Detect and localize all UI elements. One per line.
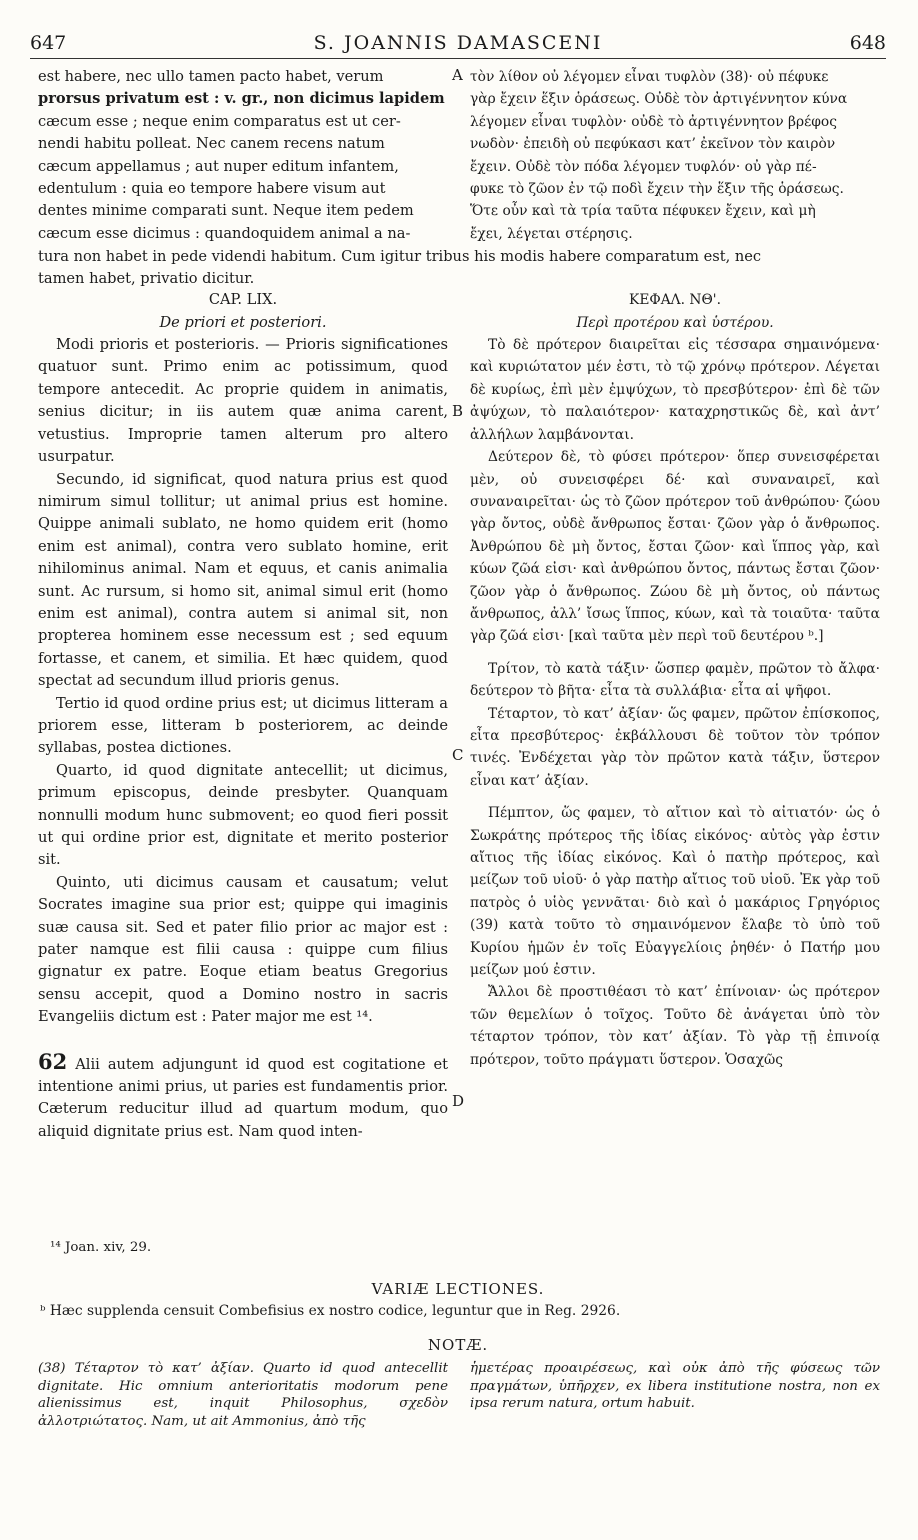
spanning-line-2: tamen habet, privatio dicitur. (38, 270, 255, 287)
latin-line: edentulum : quia eo tempore habere visum aut (38, 180, 386, 198)
latin-paragraph-62-text: Alii autem adjungunt id quod est cogitatione et intentione animi prius, ut paries est fundamentis prior. Cæterum reducitur illud ad quartum modum, quo aliquid dignitate prius est. Nam quod inten- (38, 1055, 448, 1140)
greek-chapter-title: ΚΕΦΑΛ. ΝΘ'. (629, 292, 721, 309)
variae-text: ᵇ Hæc supplenda censuit Combefisius ex nostro codice, leguntur que in Reg. 2926. (40, 1303, 621, 1319)
greek-line: λέγομεν εἶναι τυφλὸν· οὐδὲ τὸ ἀρτιγέννητον βρέφος (470, 113, 837, 130)
margin-letter-c: C (452, 746, 464, 764)
greek-line: φυκε τὸ ζῶον ἐν τῷ ποδὶ ἔχειν τὴν ἕξιν τῆς ὁράσεως. (470, 181, 844, 198)
greek-paragraph-2: Δεύτερον δὲ, τὸ φύσει πρότερον· ὅπερ συνεισφέρεται μὲν, οὐ συνεισφέρει δέ· καὶ συναναιρεῖ, καὶ συναναιρεῖται· ὡς τὸ ζῶον πρότερον τοῦ ἀνθρώπου· ζώου γὰρ ὄντος, οὐδὲ ἄνθρωπος ἔσται· ζῶον γὰρ ὁ ἄνθρωπος. Ἀνθρώπου δὲ μὴ ὄντος, ἔσται ζῶον· καὶ ἵππος γὰρ, καὶ κύων ζῶά εἰσι· καὶ ἀνθρώπου ὄντος, πάντως ἔσται ζῶον· ζῶον γὰρ ὁ ἄνθρωπος. Ζώου δὲ μὴ ὄντος, οὐ πάντως ἄνθρωπος, ἀλλ’ ἴσως ἵππος, κύων, καὶ τὰ τοιαῦτα· ταῦτα γὰρ ζῶά εἰσι· [καὶ ταῦτα μὲν περὶ τοῦ δευτέρου ᵇ.] (470, 449, 880, 645)
latin-paragraph-quinto: Quinto, uti dicimus causam et causatum; velut Socrates imagine sua prior est; quippe qui imaginis suæ causa sit. Sed et pater filio prior ac major est : pater namque est filii causa : quippe cum filius gignatur ex patre. Eoque etiam beatus Gregorius sensu accepit, quod a Domino nostro in sacris Evangeliis dictum est : Pater major me est ¹⁴. (38, 873, 448, 1026)
greek-line: ἔχειν. Οὐδὲ τὸν πόδα λέγομεν τυφλόν· οὐ γὰρ πέ- (470, 158, 817, 175)
greek-paragraph-5: Πέμπτον, ὥς φαμεν, τὸ αἴτιον καὶ τὸ αἰτιατόν· ὡς ὁ Σωκράτης πρότερος τῆς ἰδίας εἰκόνος· αὐτὸς γὰρ ἐστιν αἴτιος τῆς ἰδίας εἰκόνος. Καὶ ὁ πατὴρ πρότερος, καὶ μείζων τοῦ υἱοῦ· ὁ γὰρ πατὴρ αἴτιος τοῦ υἱοῦ. Ἐκ γὰρ τοῦ πατρὸς ὁ υἱὸς γεννᾶται· διὸ καὶ ὁ μακάριος Γρηγόριος (39) κατὰ τοῦτο τὸ σημαινόμενον ἔλαβε τὸ ὑπὸ τοῦ Κυρίου ἡμῶν ἐν τοῖς Εὐαγγελίοις ῥηθέν· ὁ Πατήρ μου μείζων μού ἐστιν. (470, 805, 880, 979)
margin-letter-b: B (452, 402, 464, 420)
page-header (30, 32, 886, 56)
greek-line: ἔχει, λέγεται στέρησις. (470, 225, 633, 242)
latin-line: cæcum esse ; neque enim comparatus est ut cer- (38, 112, 401, 130)
greek-paragraph-6: Ἄλλοι δὲ προστιθέασι τὸ κατ’ ἐπίνοιαν· ὡς πρότερον τῶν θεμελίων ὁ τοῖχος. Τοῦτο δὲ ἀνάγεται ὑπὸ τὸν τέταρτον τρόπον, τὸν κατ’ ἀξίαν. Τὸ γὰρ τῇ ἐπινοίᾳ πρότερον, τοῦτο πράγματι ὕστερον. Ὁσαχῶς (470, 984, 880, 1068)
margin-letter-a: A (452, 66, 463, 84)
latin-line: nendi habitu polleat. Nec canem recens natum (38, 135, 385, 153)
greek-line: Ὅτε οὖν καὶ τὰ τρία ταῦτα πέφυκεν ἔχειν, καὶ μὴ (470, 203, 816, 220)
page-number-left: 647 (30, 32, 67, 54)
latin-paragraph-quarto: Quarto, id quod dignitate antecellit; ut dicimus, primum episcopus, deinde presbyter. Quanquam nonnulli modum hunc submovent; eo quod fieri possit ut qui ordine prior est, dignitate et merito posterior sit. (38, 761, 448, 869)
latin-paragraph-modi: Modi prioris et posterioris. — Prioris significationes quatuor sunt. Primo enim ac potissimum, quod tempore antecedit. Ac proprie quidem in animatis, senius dicitur; in iis autem quæ anima carent, vetustius. Improprie tamen alterum pro altero usurpatur. (38, 336, 448, 466)
greek-column (470, 66, 880, 1071)
spanning-line: tura non habet in pede videndi habitum. Cum igitur tribus his modis habere comparatum est, nec (38, 248, 762, 265)
notae-title: NOTÆ. (427, 1336, 489, 1354)
latin-line: cæcum esse dicimus : quandoquidem animal a na- (38, 224, 411, 242)
variae-title: VARIÆ LECTIONES. (371, 1280, 545, 1298)
greek-paragraph-4: Τέταρτον, τὸ κατ’ ἀξίαν· ὥς φαμεν, πρῶτον ἐπίσκοπος, εἶτα πρεσβύτερος· ἐκβάλλουσι δὲ τοῦτον τὸν τρόπον τινές. Ἐνδέχεται γὰρ τὸν πρῶτον κατὰ τάξιν, ὕστερον εἶναι κατ’ ἀξίαν. (470, 705, 880, 789)
latin-chapter-title: CAP. LIX. (208, 291, 278, 309)
page-number-right: 648 (849, 32, 886, 54)
greek-line: νωδὸν· ἐπειδὴ οὐ πεφύκασι κατ’ ἐκεῖνον τὸν καιρὸν (470, 136, 836, 153)
greek-line: γὰρ ἔχειν ἕξιν ὁράσεως. Οὐδὲ τὸν ἀρτιγέννητον κύνα (470, 91, 848, 108)
latin-paragraph-62 (38, 1048, 448, 1144)
greek-line: τὸν λίθον οὐ λέγομεν εἶναι τυφλὸν (38)· οὐ πέφυκε (470, 69, 829, 85)
margin-letter-d: D (452, 1092, 465, 1110)
latin-line: est habere, nec ullo tamen pacto habet, verum (38, 68, 384, 85)
greek-paragraph-3: Τρίτον, τὸ κατὰ τάξιν· ὥσπερ φαμὲν, πρῶτον τὸ ἄλφα· δεύτερον τὸ βῆτα· εἶτα τὰ συλλάβια· εἶτα αἱ ψῆφοι. (470, 660, 880, 700)
notae-left: (38) Τέταρτον τὸ κατ’ ἀξίαν. Quarto id quod antecellit dignitate. Hic omnium anterioritatis modorum pene alienissimus est, inquit Philosophus, σχεδὸν ἀλλοτριώτατος. Nam, ut ait Ammonius, ἀπὸ τῆς (38, 1361, 448, 1429)
running-title: S. JOANNIS DAMASCENI (313, 32, 603, 54)
header-rule (30, 58, 886, 59)
latin-paragraph-tertio: Tertio id quod ordine prius est; ut dicimus litteram a priorem esse, litteram b posteriorem, ac deinde syllabas, postea dictiones. (38, 694, 448, 757)
latin-chapter-subtitle: De priori et posteriori. (159, 313, 327, 331)
latin-column (38, 66, 448, 1143)
section-number: 62 (38, 1048, 68, 1074)
latin-line: dentes minime comparati sunt. Neque item pedem (38, 202, 414, 220)
greek-chapter-subtitle: Περὶ προτέρου καὶ ὑστέρου. (576, 314, 774, 331)
greek-paragraph-1: Τὸ δὲ πρότερον διαιρεῖται εἰς τέσσαρα σημαινόμενα· καὶ κυριώτατον μέν ἐστι, τὸ τῷ χρόνῳ πρότερον. Λέγεται δὲ κυρίως, ἐπὶ μὲν ἐμψύχων, τὸ πρεσβύτερον· ἐπὶ δὲ τῶν ἀψύχων, τὸ παλαιότερον· καταχρηστικῶς δὲ, καὶ ἀντ’ ἀλλήλων λαμβάνονται. (470, 337, 880, 443)
latin-line: cæcum appellamus ; aut nuper editum infantem, (38, 157, 399, 175)
footnote: ¹⁴ Joan. xiv, 29. (50, 1240, 152, 1255)
latin-line: prorsus privatum est : v. gr., non dicimus lapidem (38, 90, 445, 108)
notae-right: ἡμετέρας προαιρέσεως, καὶ οὐκ ἀπὸ τῆς φύσεως τῶν πραγμάτων, ὑπῆρχεν, ex libera institutione nostra, non ex ipsa rerum natura, ortum habuit. (470, 1361, 880, 1411)
latin-paragraph-secundo: Secundo, id significat, quod natura prius est quod nimirum simul tollitur; ut animal prius est homine. Quippe animali sublato, ne homo quidem erit (homo enim est animal), contra vero sublato homine, erit nihilominus animal. Nam et equus, et canis animalia sunt. Ac rursum, si homo sit, animal simul erit (homo enim est animal), contra autem si animal sit, non propterea hominem esse necessum est ; sed equum fortasse, et canem, et similia. Et hæc quidem, quod spectat ad secundum illud prioris genus. (38, 470, 448, 690)
